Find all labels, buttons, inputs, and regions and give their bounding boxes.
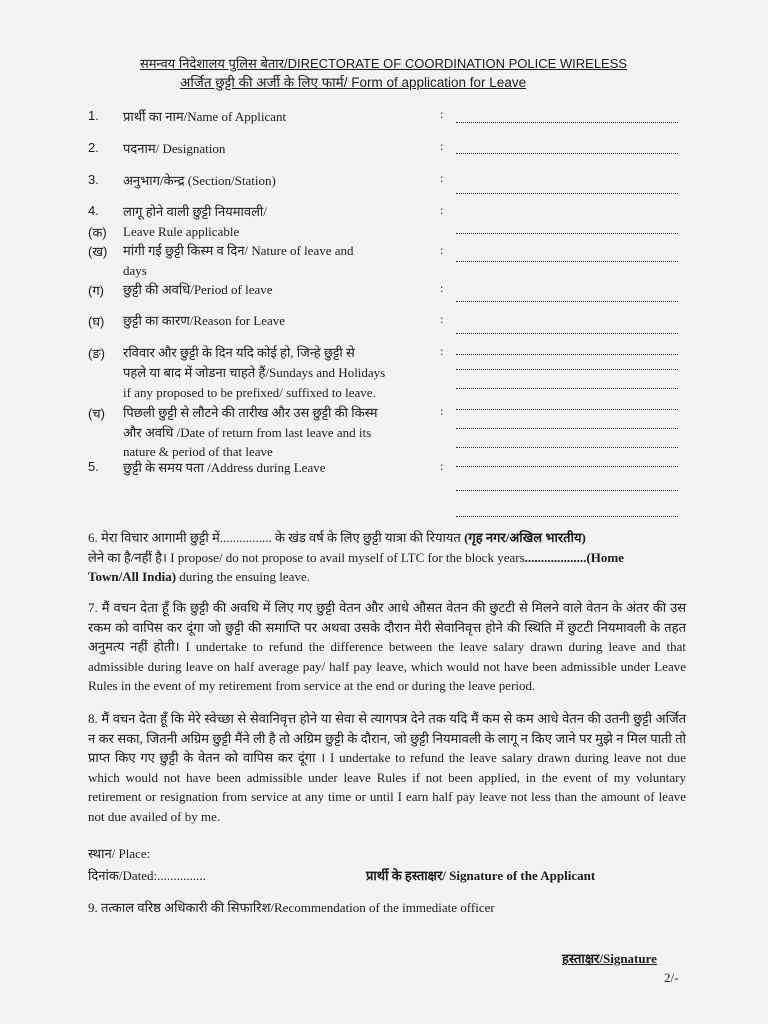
field-label: और अवधि /Date of return from last leave and its [123,425,372,440]
field-input-line[interactable] [456,301,678,302]
ltc-text-a-bold: (गृह नगर/अखिल भारतीय) [464,530,586,545]
field-label: पदनाम/ Designation [123,141,226,156]
ltc-text-b-bold: ...................(Home [524,549,624,565]
field-input-line[interactable] [456,153,678,154]
ltc-paragraph [88,528,686,587]
field-input-line[interactable] [456,193,678,194]
field-input-line[interactable] [456,466,678,467]
field-label: मांगी गई छुट्टी किस्म व दिन/ Nature of leave and [123,243,354,258]
field-input-line[interactable] [456,354,678,355]
ltc-text-b: लेने का है/नहीं है। I propose/ do not propose to avail myself of LTC for the block years [88,549,525,565]
field-input-line[interactable] [456,447,678,448]
form-header-subtitle: अर्जित छुट्टी की अर्जी के लिए फार्म/ Form of application for Leave [180,75,527,90]
field-label: छुट्टी की अवधि/Period of leave [123,282,273,297]
field-input-line[interactable] [456,409,678,410]
field-input-line[interactable] [456,122,678,123]
page-marker: 2/- [664,970,679,985]
field-input-line[interactable] [456,388,678,389]
field-colon: : [440,139,444,153]
field-colon: : [440,312,444,326]
field-label: छुट्टी के समय पता /Address during Leave [123,460,326,475]
applicant-signature-label: प्रार्थी के हस्ताक्षर/ Signature of the Applicant [366,868,596,883]
field-input-line[interactable] [456,233,678,234]
undertaking-paragraph-8: 8. मैं वचन देता हूँ कि मेरे स्वेच्छा से सेवानिवृत्त होने या सेवा से त्यागपत्र देने तक यदि मैं कम से कम आधे वेतन की उतनी छुट्टी अर्जित न कर सका, जितनी अग्रिम छुट्टी मैंने ली है तो अग्रिम छुट्टी के दौरान, जो छुट्टी नियमावली के लागू न किए जाने पर मुझे न मिल पाती तो प्राप्त किए गए छुट्टी के वेतन को वापिस कर दूंगा । I undertake to refund the leave salary drawn during leave not due which would not have been admissible under leave Rules if not been applied, in the event of my voluntary retirement or resignation from service at any time or until I earn half pay leave not less than the amount of leave not due availed of by me. [88,711,686,824]
undertaking-paragraph-7: 7. मैं वचन देता हूँ कि छुट्टी की अवधि में लिए गए छुट्टी वेतन और आधे औसत वेतन की छुटटी से मिलने वाले वेतन के अंतर की उस रकम को वापिस कर दूंगा जो छुट्टी की समाप्ति पर अथवा उसके दौरान मेरी सेवानिवृत्त होने की स्थिति में छुटटी नियमावली के तहत अनुमत्य नहीं होती। I undertake to refund the difference between the leave salary drawn during leave and that admissible during leave on half average pay/ half pay leave, which would not have been admissible under Leave Rules in the event of my retirement from service at the end or during the leave period. [88,600,686,694]
field-label: days [123,263,147,278]
field-input-line[interactable] [456,490,678,491]
field-number: (घ) [88,314,105,329]
field-colon: : [440,459,444,473]
field-label: प्रार्थी का नाम/Name of Applicant [123,109,287,124]
field-label: if any proposed to be prefixed/ suffixed to leave. [123,385,376,400]
ltc-text-a: 6. मेरा विचार आगामी छुट्टी में................ के खंड वर्ष के लिए छुट्टी यात्रा की रियायत [88,530,465,545]
field-number: 3. [88,172,99,187]
officer-signature-label: हस्ताक्षर/Signature [562,951,657,966]
field-label: Leave Rule applicable [123,224,240,239]
field-input-line[interactable] [456,428,678,429]
field-colon: : [440,171,444,185]
form-header-title: समन्वय निदेशालय पुलिस बेतार/DIRECTORATE OF COORDINATION POLICE WIRELESS [140,56,628,71]
field-colon: : [440,243,444,257]
ltc-text-c-bold: Town/All India) [88,569,177,585]
field-input-line[interactable] [456,369,678,370]
field-number: 4. [88,203,99,218]
field-colon: : [440,404,444,418]
ltc-text-c: during the ensuing leave. [176,569,310,585]
field-input-line[interactable] [456,516,678,517]
field-number: (च) [88,406,105,421]
place-label: स्थान/ Place: [88,846,151,861]
field-label: अनुभाग/केन्द्र (Section/Station) [123,173,276,188]
recommendation-label: 9. तत्काल वरिष्ठ अधिकारी की सिफारिश/Recommendation of the immediate officer [88,900,495,915]
field-colon: : [440,281,444,295]
field-number: 1. [88,108,99,123]
field-number: (क) [88,225,107,240]
field-input-line[interactable] [456,333,678,334]
field-number: (ग) [88,283,104,298]
field-label: छुट्टी का कारण/Reason for Leave [123,313,286,328]
field-label: nature & period of that leave [123,444,273,459]
field-number: 2. [88,140,99,155]
field-number: 5. [88,459,99,474]
field-input-line[interactable] [456,261,678,262]
dated-label: दिनांक/Dated:............... [88,868,206,883]
field-label: पिछली छुट्टी से लौटने की तारीख और उस छुट्टी की किस्म [123,405,378,420]
field-colon: : [440,344,444,358]
field-label: पहले या बाद में जोडना चाहते हैं/Sundays and Holidays [123,365,386,380]
field-number: (ङ) [88,346,105,361]
field-colon: : [440,107,444,121]
field-label: रविवार और छुट्टी के दिन यदि कोई हो, जिन्हे छुट्टी से [123,345,355,360]
field-colon: : [440,203,444,217]
field-label: लागू होने वाली छुट्टी नियमावली/ [123,204,267,219]
field-number: (ख) [88,244,108,259]
